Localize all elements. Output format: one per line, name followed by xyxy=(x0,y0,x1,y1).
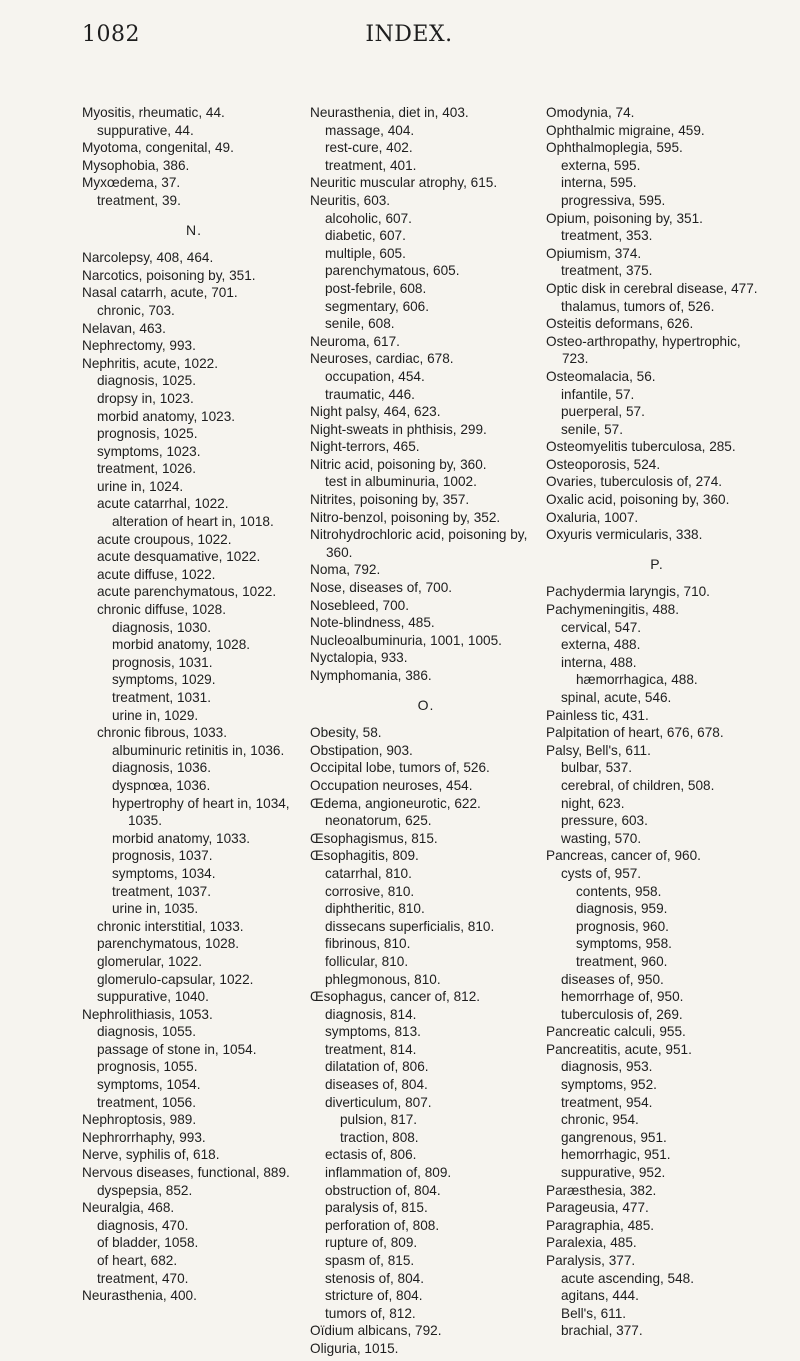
index-entry: Paralysis, 377. xyxy=(546,1253,636,1268)
index-entry: Palsy, Bell's, 611. xyxy=(546,742,651,758)
index-subentry: post-febrile, 608. xyxy=(325,280,427,296)
index-subentry: follicular, 810. xyxy=(325,953,409,969)
index-subentry: morbid anatomy, 1023. xyxy=(97,408,236,424)
index-subentry: chronic fibrous, 1033. xyxy=(97,725,227,741)
index-subentry: thalamus, tumors of, 526. xyxy=(561,298,715,314)
index-entry: Osteitis deformans, 626. xyxy=(546,316,694,332)
index-subentry: traumatic, 446. xyxy=(325,386,415,402)
index-entry: Œsophagus, cancer of, 812. xyxy=(310,989,481,1005)
index-subentry: glomerulo-capsular, 1022. xyxy=(97,971,254,987)
index-entry: Nephrectomy, 993. xyxy=(82,338,196,354)
index-entry: Obstipation, 903. xyxy=(310,742,413,758)
index-entry: Nelavan, 463. xyxy=(82,320,166,336)
index-subentry: treatment, 39. xyxy=(97,192,181,208)
index-entry: Myotoma, congenital, 49. xyxy=(82,140,234,156)
index-subentry: tumors of, 812. xyxy=(325,1305,416,1321)
index-subentry: prognosis, 960. xyxy=(576,918,669,934)
index-subentry: hæmorrhagica, 488. xyxy=(576,672,698,688)
index-subentry: prognosis, 1031. xyxy=(112,654,213,670)
index-subentry: diseases of, 804. xyxy=(325,1077,428,1093)
page-header xyxy=(82,22,736,62)
section-letter: P. xyxy=(650,555,664,572)
index-subentry: alcoholic, 607. xyxy=(325,210,412,226)
index-column-2 xyxy=(310,104,542,1358)
index-subentry: massage, 404. xyxy=(325,122,415,138)
index-entry: Ovaries, tuberculosis of, 274. xyxy=(546,474,723,490)
index-subentry: stenosis of, 804. xyxy=(325,1270,424,1286)
index-entry: Nose, diseases of, 700. xyxy=(310,580,453,596)
index-subentry: urine in, 1029. xyxy=(112,707,199,723)
index-subentry: interna, 595. xyxy=(561,175,637,191)
index-entry: Nephritis, acute, 1022. xyxy=(82,355,219,371)
index-entry: Night-terrors, 465. xyxy=(310,439,420,455)
index-entry: Oxyuris vermicularis, 338. xyxy=(546,527,703,543)
index-entry: Osteomalacia, 56. xyxy=(546,368,656,384)
index-subentry: glomerular, 1022. xyxy=(97,953,203,969)
index-entry: Narcolepsy, 408, 464. xyxy=(82,250,214,266)
index-subentry: treatment, 1026. xyxy=(97,461,196,477)
index-subentry: cysts of, 957. xyxy=(561,865,642,881)
index-subentry: multiple, 605. xyxy=(325,245,406,261)
index-entry: Painless tic, 431. xyxy=(546,707,649,723)
index-entry: Osteo-arthropathy, hypertrophic, 723. xyxy=(546,333,741,367)
index-subentry: stricture of, 804. xyxy=(325,1288,423,1304)
index-subentry: externa, 488. xyxy=(561,637,641,653)
index-subentry: symptoms, 1029. xyxy=(112,672,216,688)
index-subentry: contents, 958. xyxy=(576,883,662,899)
index-entry: Night-sweats in phthisis, 299. xyxy=(310,421,487,437)
index-entry: Nerve, syphilis of, 618. xyxy=(82,1147,220,1163)
index-entry: Omodynia, 74. xyxy=(546,105,635,120)
index-subentry: acute catarrhal, 1022. xyxy=(97,496,229,512)
index-subentry: hemorrhage of, 950. xyxy=(561,989,684,1005)
index-subentry: diseases of, 950. xyxy=(561,971,664,987)
index-subentry: treatment, 1056. xyxy=(97,1094,196,1110)
index-entry: Œdema, angioneurotic, 622. xyxy=(310,795,481,811)
index-subentry: corrosive, 810. xyxy=(325,883,415,899)
index-subentry: senile, 608. xyxy=(325,316,395,332)
index-subentry: rupture of, 809. xyxy=(325,1235,418,1251)
index-subentry: treatment, 814. xyxy=(325,1041,417,1057)
index-entry: Neurasthenia, diet in, 403. xyxy=(310,105,469,120)
index-column-3 xyxy=(546,104,768,1358)
index-subentry: neonatorum, 625. xyxy=(325,813,432,829)
index-subentry: prognosis, 1025. xyxy=(97,426,198,442)
index-entry: Optic disk in cerebral disease, 477. xyxy=(546,280,758,296)
index-entry: Pancreatic calculi, 955. xyxy=(546,1024,686,1040)
index-entry: Pancreas, cancer of, 960. xyxy=(546,848,701,864)
index-entry: Palpitation of heart, 676, 678. xyxy=(546,725,724,741)
index-entry: Nyctalopia, 933. xyxy=(310,650,408,666)
index-subentry: infantile, 57. xyxy=(561,386,635,402)
index-subentry: pressure, 603. xyxy=(561,813,648,829)
index-entry: Œsophagitis, 809. xyxy=(310,848,419,864)
index-subentry: parenchymatous, 1028. xyxy=(97,936,240,952)
index-subentry: of bladder, 1058. xyxy=(97,1235,199,1251)
index-subentry: brachial, 377. xyxy=(561,1323,643,1339)
index-subentry: phlegmonous, 810. xyxy=(325,971,441,987)
index-subentry: symptoms, 952. xyxy=(561,1077,657,1093)
index-subentry: occupation, 454. xyxy=(325,368,425,384)
index-entry: Oïdium albicans, 792. xyxy=(310,1323,442,1339)
index-subentry: night, 623. xyxy=(561,795,625,811)
index-subentry: prognosis, 1037. xyxy=(112,848,213,864)
index-entry: Nosebleed, 700. xyxy=(310,597,410,613)
index-subentry: rest-cure, 402. xyxy=(325,140,413,156)
page-number: 1082 xyxy=(82,22,140,47)
index-subentry: spinal, acute, 546. xyxy=(561,690,672,705)
index-subentry: prognosis, 1055. xyxy=(97,1059,198,1075)
index-subentry: diabetic, 607. xyxy=(325,228,406,244)
index-entry: Noma, 792. xyxy=(310,562,381,578)
index-subentry: chronic diffuse, 1028. xyxy=(97,602,226,618)
index-subentry: spasm of, 815. xyxy=(325,1253,415,1268)
index-entry: Paragraphia, 485. xyxy=(546,1217,655,1233)
index-subentry: alteration of heart in, 1018. xyxy=(112,514,274,530)
index-subentry: tuberculosis of, 269. xyxy=(561,1006,683,1022)
index-entry: Occipital lobe, tumors of, 526. xyxy=(310,760,490,776)
index-subentry: inflammation of, 809. xyxy=(325,1165,452,1181)
index-subentry: pulsion, 817. xyxy=(340,1112,418,1128)
index-subentry: chronic, 703. xyxy=(97,302,175,318)
index-subentry: acute ascending, 548. xyxy=(561,1270,695,1286)
index-subentry: wasting, 570. xyxy=(561,830,642,846)
index-subentry: suppurative, 952. xyxy=(561,1165,666,1181)
index-subentry: obstruction of, 804. xyxy=(325,1182,441,1198)
index-subentry: dilatation of, 806. xyxy=(325,1059,429,1075)
index-subentry: treatment, 401. xyxy=(325,157,417,173)
index-entry: Narcotics, poisoning by, 351. xyxy=(82,267,256,283)
index-subentry: senile, 57. xyxy=(561,421,623,437)
index-column-1 xyxy=(82,104,306,1358)
index-entry: Opium, poisoning by, 351. xyxy=(546,210,703,226)
index-entry: Pachymeningitis, 488. xyxy=(546,602,679,618)
page-title: INDEX. xyxy=(365,22,453,47)
index-subentry: acute parenchymatous, 1022. xyxy=(97,584,277,600)
index-subentry: segmentary, 606. xyxy=(325,298,430,314)
index-entry: Mysophobia, 386. xyxy=(82,157,190,173)
index-entry: Pancreatitis, acute, 951. xyxy=(546,1041,692,1057)
index-subentry: symptoms, 1023. xyxy=(97,443,201,459)
index-entry: Nucleoalbuminuria, 1001, 1005. xyxy=(310,632,502,648)
index-subentry: urine in, 1024. xyxy=(97,478,184,494)
index-subentry: traction, 808. xyxy=(340,1129,419,1145)
index-entry: Nervous diseases, functional, 889. xyxy=(82,1165,290,1181)
index-subentry: Bell's, 611. xyxy=(561,1305,627,1321)
index-subentry: diagnosis, 953. xyxy=(561,1059,653,1075)
index-entry: Myositis, rheumatic, 44. xyxy=(82,105,225,120)
index-subentry: perforation of, 808. xyxy=(325,1217,440,1233)
index-entry: Opiumism, 374. xyxy=(546,245,642,261)
index-entry: Nephrolithiasis, 1053. xyxy=(82,1006,213,1022)
index-entry: Oxalic acid, poisoning by, 360. xyxy=(546,492,730,508)
index-entry: Neuritic muscular atrophy, 615. xyxy=(310,175,498,191)
index-subentry: diagnosis, 1025. xyxy=(97,373,197,389)
index-entry: Nephroptosis, 989. xyxy=(82,1112,197,1128)
index-subentry: acute diffuse, 1022. xyxy=(97,566,216,582)
index-subentry: catarrhal, 810. xyxy=(325,865,412,881)
index-subentry: treatment, 1037. xyxy=(112,883,211,899)
index-subentry: albuminuric retinitis in, 1036. xyxy=(112,742,285,758)
index-entry: Œsophagismus, 815. xyxy=(310,830,438,846)
index-entry: Oxaluria, 1007. xyxy=(546,509,639,525)
index-entry: Nasal catarrh, acute, 701. xyxy=(82,285,238,301)
index-entry: Nymphomania, 386. xyxy=(310,668,432,683)
index-subentry: treatment, 470. xyxy=(97,1270,189,1286)
index-subentry: cervical, 547. xyxy=(561,619,642,635)
index-subentry: ectasis of, 806. xyxy=(325,1147,417,1163)
index-subentry: hypertrophy of heart in, 1034, 1035. xyxy=(112,795,290,829)
index-subentry: suppurative, 1040. xyxy=(97,989,209,1005)
index-subentry: diagnosis, 1030. xyxy=(112,619,212,635)
index-subentry: symptoms, 1034. xyxy=(112,865,216,881)
index-subentry: dyspnœa, 1036. xyxy=(112,777,211,793)
index-subentry: passage of stone in, 1054. xyxy=(97,1041,257,1057)
index-subentry: dropsy in, 1023. xyxy=(97,390,194,406)
index-entry: Ophthalmic migraine, 459. xyxy=(546,122,705,138)
index-subentry: diagnosis, 814. xyxy=(325,1006,417,1022)
index-entry: Nitro-benzol, poisoning by, 352. xyxy=(310,509,501,525)
index-subentry: treatment, 960. xyxy=(576,953,668,969)
index-subentry: symptoms, 958. xyxy=(576,936,672,952)
index-subentry: diagnosis, 959. xyxy=(576,901,668,917)
index-subentry: dissecans superficialis, 810. xyxy=(325,918,495,934)
index-entry: Occupation neuroses, 454. xyxy=(310,777,473,793)
section-letter: N. xyxy=(186,221,202,238)
index-subentry: interna, 488. xyxy=(561,654,637,670)
index-entry: Note-blindness, 485. xyxy=(310,615,435,631)
index-entry: Nitric acid, poisoning by, 360. xyxy=(310,456,487,472)
index-subentry: hemorrhagic, 951. xyxy=(561,1147,671,1163)
index-subentry: fibrinous, 810. xyxy=(325,936,411,952)
index-subentry: morbid anatomy, 1033. xyxy=(112,830,251,846)
index-subentry: treatment, 954. xyxy=(561,1094,653,1110)
index-entry: Osteomyelitis tuberculosa, 285. xyxy=(546,439,736,455)
index-columns xyxy=(82,104,766,1358)
index-subentry: externa, 595. xyxy=(561,157,641,173)
index-subentry: test in albuminuria, 1002. xyxy=(325,474,477,490)
index-subentry: suppurative, 44. xyxy=(97,122,194,138)
index-subentry: treatment, 353. xyxy=(561,228,653,244)
index-subentry: progressiva, 595. xyxy=(561,192,666,208)
index-entry: Neuralgia, 468. xyxy=(82,1200,175,1216)
index-subentry: diagnosis, 1055. xyxy=(97,1024,197,1040)
index-entry: Nitrites, poisoning by, 357. xyxy=(310,492,470,508)
index-subentry: acute croupous, 1022. xyxy=(97,531,232,547)
index-subentry: agitans, 444. xyxy=(561,1288,639,1304)
index-entry: Nitrohydrochloric acid, poisoning by, 360. xyxy=(310,527,528,560)
index-subentry: diphtheritic, 810. xyxy=(325,901,425,917)
index-subentry: diagnosis, 470. xyxy=(97,1217,189,1233)
index-subentry: acute desquamative, 1022. xyxy=(97,549,261,565)
index-entry: Parageusia, 477. xyxy=(546,1200,649,1216)
index-entry: Oliguria, 1015. xyxy=(310,1340,399,1356)
index-subentry: treatment, 1031. xyxy=(112,690,211,705)
index-entry: Nephrorrhaphy, 993. xyxy=(82,1129,206,1145)
index-entry: Neurasthenia, 400. xyxy=(82,1288,197,1304)
index-subentry: cerebral, of children, 508. xyxy=(561,777,715,793)
index-entry: Osteoporosis, 524. xyxy=(546,456,661,472)
index-subentry: urine in, 1035. xyxy=(112,901,199,917)
index-entry: Paralexia, 485. xyxy=(546,1235,637,1251)
section-letter: O. xyxy=(417,696,435,713)
index-entry: Pachydermia laryngis, 710. xyxy=(546,584,710,600)
index-entry: Neuroma, 617. xyxy=(310,333,400,349)
index-subentry: treatment, 375. xyxy=(561,263,653,279)
index-subentry: symptoms, 1054. xyxy=(97,1077,201,1093)
index-entry: Myxœdema, 37. xyxy=(82,175,181,191)
index-entry: Obesity, 58. xyxy=(310,725,382,741)
index-subentry: chronic, 954. xyxy=(561,1112,639,1128)
index-subentry: paralysis of, 815. xyxy=(325,1200,428,1216)
index-subentry: dyspepsia, 852. xyxy=(97,1182,193,1198)
index-subentry: diverticulum, 807. xyxy=(325,1094,432,1110)
index-subentry: morbid anatomy, 1028. xyxy=(112,637,251,653)
index-subentry: gangrenous, 951. xyxy=(561,1129,667,1145)
index-entry: Neuroses, cardiac, 678. xyxy=(310,351,454,367)
index-subentry: parenchymatous, 605. xyxy=(325,263,460,279)
index-subentry: of heart, 682. xyxy=(97,1253,178,1268)
index-entry: Paræsthesia, 382. xyxy=(546,1182,657,1198)
index-entry: Neuritis, 603. xyxy=(310,192,391,208)
index-subentry: bulbar, 537. xyxy=(561,760,633,776)
index-subentry: diagnosis, 1036. xyxy=(112,760,212,776)
index-entry: Ophthalmoplegia, 595. xyxy=(546,140,683,156)
index-subentry: symptoms, 813. xyxy=(325,1024,421,1040)
index-subentry: puerperal, 57. xyxy=(561,404,645,420)
index-entry: Night palsy, 464, 623. xyxy=(310,404,441,420)
index-subentry: chronic interstitial, 1033. xyxy=(97,918,244,934)
